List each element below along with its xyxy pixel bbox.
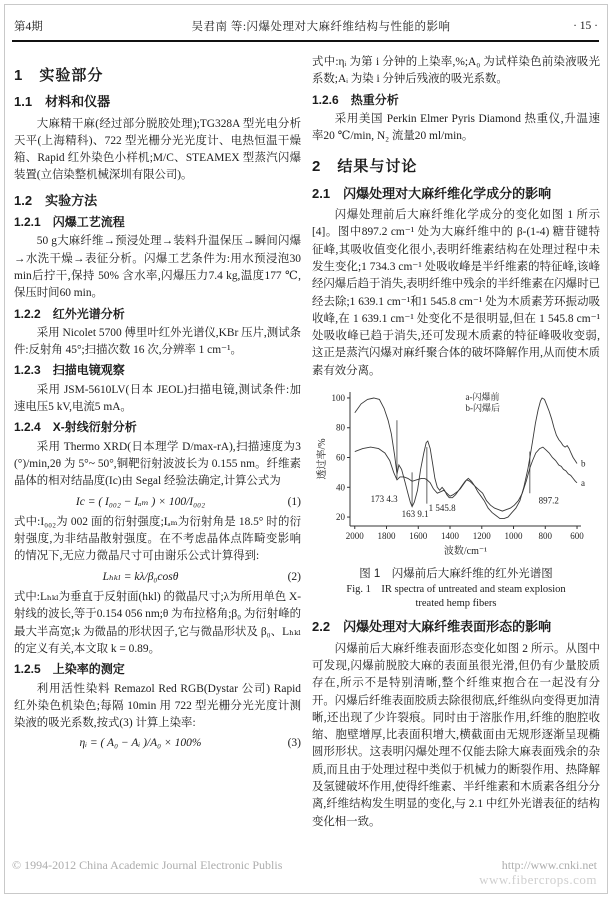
section-title-1-2-5: 1.2.5 上染率的测定 <box>14 662 125 677</box>
section-title-2-2: 2.2 闪爆处理对大麻纤维表面形态的影响 <box>312 619 552 635</box>
svg-text:1600: 1600 <box>408 531 427 542</box>
paragraph-chemical-composition: 闪爆处理前后大麻纤维化学成分的变化如图 1 所示[4]。图中897.2 cm⁻¹ 处为大麻纤维中的 β-(1-4) 糖苷键特征峰,其吸收值变化很小,表明纤维素结构在处理过程中未发生变化;1 734.3 cm⁻¹ 处吸收峰是半纤维素的特征峰,该峰经闪爆后趋于消失,表明纤维中残余的半纤维素在闪爆时已经去除;1 639.1 cm⁻¹和1 545.8 cm⁻¹ 处为木质素芳环振动吸收峰,在 1 639.1 cm⁻¹ 处变化不是很明显,但在 1 545.8 cm⁻¹ 处吸收峰已趋于消失,还可发现木质素的特征峰吸收变弱,这正是蒸汽闪爆对麻纤聚合体的破坏降解作用,从而使木质素有效分离。 <box>312 209 600 377</box>
svg-text:60: 60 <box>335 452 345 463</box>
paragraph-xrd-2: 式中:I₀₀₂为 002 面的衍射强度;Iₐₘ为衍射角是 18.5° 时的衍射强度,为非结晶散射强度。在不考虑晶体点阵畸变影响的情况下,无应力微晶尺寸可由谢乐公式计算得到: <box>14 515 301 563</box>
svg-text:163 9.1: 163 9.1 <box>401 509 429 520</box>
paragraph-sem: 采用 JSM-5610LV(日本 JEOL)扫描电镜,测试条件:加速电压5 kV,电流5 mA。 <box>14 383 301 414</box>
svg-text:600: 600 <box>569 531 584 542</box>
section-title-1: 1 实验部分 <box>14 67 104 84</box>
figure-1-caption-en-line1: Fig. 1 IR spectra of untreated and steam explosion <box>346 584 566 596</box>
equation-3-body: ηᵢ = ( A₀ − Aᵢ )/A₀ × 100% <box>79 737 202 750</box>
paragraph-xrd-3: 式中:Lₕₖₗ为垂直于反射面(hkl) 的微晶尺寸;λ为所用单色 X-射线的波长,等于0.154 056 nm;θ 为布拉格角;β₀ 为衍射峰的最大半高宽;k 为微晶的形状因子,它与微晶形状及 β₀、Lₕₖₗ的定义有关,本文取 k = 0.89。 <box>14 591 301 655</box>
journal-issue: 第4期 <box>14 21 43 33</box>
paragraph-flash-process: 50 g大麻纤维→预浸处理→装料升温保压→瞬间闪爆→水洗干燥→表征分析。闪爆工艺条件为:用水预浸泡30 min后拧干,保持 50% 含水率,闪爆压力7.4 kg,温度177 ℃,保压时间60 min。 <box>14 235 301 300</box>
equation-1 <box>14 494 301 511</box>
paragraph-xrd-1: 采用 Thermo XRD(日本理学 D/max-rA),扫描速度为3 (°)/min,2θ 为 5°~ 50°,铜靶衍射波波长为 0.155 nm。纤维素晶体的相对结晶度(Ic)由 Segal 经验法确定,计算公式为 <box>14 440 301 488</box>
ir-spectra-chart <box>314 384 599 562</box>
svg-text:1 545.8: 1 545.8 <box>428 503 456 514</box>
left-column <box>14 54 301 756</box>
watermark-row <box>12 858 597 873</box>
equation-2-body: Lₕₖₗ = kλ/β₀cosθ <box>102 570 179 583</box>
equation-2 <box>14 569 301 586</box>
watermark-fibercrops-url: www.fibercrops.com <box>479 872 597 887</box>
figure-1-caption-en-line2: treated hemp fibers <box>415 598 497 610</box>
svg-text:897.2: 897.2 <box>538 495 559 506</box>
svg-text:b-闪爆后: b-闪爆后 <box>465 403 500 414</box>
equation-1-body: Ic = ( I₀₀₂ − Iₐₘ ) × 100/I₀₀₂ <box>75 495 206 508</box>
svg-text:2000: 2000 <box>345 531 364 542</box>
section-title-1-2: 1.2 实验方法 <box>14 192 98 208</box>
svg-text:800: 800 <box>538 531 552 542</box>
svg-text:1800: 1800 <box>377 531 396 542</box>
svg-text:20: 20 <box>335 512 345 523</box>
svg-text:b: b <box>580 458 586 469</box>
section-title-2-1: 2.1 闪爆处理对大麻纤维化学成分的影响 <box>312 185 552 201</box>
header-rule <box>12 40 599 42</box>
paragraph-eq3-explain: 式中:ηᵢ 为第 i 分钟的上染率,%;A₀ 为试样染色前染液吸光系数;Aᵢ 为染 i 分钟后残液的吸光系数。 <box>312 56 600 86</box>
equation-1-number: (1) <box>287 495 301 508</box>
equation-3-number: (3) <box>287 737 301 750</box>
watermark-copyright: © 1994-2012 China Academic Journal Electronic Publis <box>12 858 283 872</box>
figure-1-caption-zh: 图 1 闪爆前后大麻纤维的红外光谱图 <box>359 568 553 581</box>
svg-text:100: 100 <box>331 393 345 404</box>
section-title-1-1: 1.1 材料和仪器 <box>14 94 111 110</box>
svg-text:透过率/%: 透过率/% <box>316 438 328 480</box>
paragraph-materials: 大麻精干麻(经过部分脱胶处理);TG328A 型光电分析天平(上海精科)、722 型光栅分光光度计、电热恒温干燥箱、Rapid 红外染色小样机;M/C、STEAMEX 型蒸汽闪爆装置(立信染整机械深圳有限公司)。 <box>14 117 301 182</box>
svg-text:80: 80 <box>335 422 345 433</box>
running-title: 吴君南 等:闪爆处理对大麻纤维结构与性能的影响 <box>191 21 451 33</box>
section-title-1-2-4: 1.2.4 X-射线衍射分析 <box>14 420 137 435</box>
paragraph-ir-analysis: 采用 Nicolet 5700 傅里叶红外光谱仪,KBr 压片,测试条件:反射角 45°;扫描次数 16 次,分辨率 1 cm⁻¹。 <box>14 326 301 357</box>
watermark-cnki-url: http://www.cnki.net <box>501 858 597 872</box>
running-header <box>14 16 598 36</box>
svg-text:1400: 1400 <box>440 531 459 542</box>
section-title-1-2-6: 1.2.6 热重分析 <box>312 92 399 107</box>
paragraph-surface-morphology: 闪爆前后大麻纤维表面形态变化如图 2 所示。从图中可发现,闪爆前脱胶大麻的表面虽很光滑,但仍有少量胶质存在,所示不是特别清晰,整个纤维束抱合在一起没有分开。闪爆后纤维表面胶质去除很彻底,纤维纵向变得更加清晰,还出现了少许裂痕。同时由于溶胀作用,纤维的胞腔收缩、胞壁增厚,比表面积增大,横截面由无规形逐渐呈现椭圆形形状。这表明闪爆处理不仅能去除大麻表面残余的杂质,而且由于处理过程中类似于机械力的断裂作用、热降解及氢键破坏作用,使得纤维素、半纤维素和木质素各组分分离,纤维结构发生明显的变化,与 2.1 中红外光谱表征的结构变化相一致。 <box>312 642 600 828</box>
section-title-2: 2 结果与讨论 <box>312 158 418 176</box>
svg-text:波数/cm⁻¹: 波数/cm⁻¹ <box>443 546 487 558</box>
section-title-1-2-2: 1.2.2 红外光谱分析 <box>14 306 125 321</box>
section-title-1-2-1: 1.2.1 闪爆工艺流程 <box>14 215 125 230</box>
page-number: · 15 · <box>573 20 598 32</box>
paragraph-tga: 采用美国 Perkin Elmer Pyris Diamond 热重仪,升温速率20 ℃/min, N₂ 流量20 ml/min。 <box>312 112 600 143</box>
svg-text:1200: 1200 <box>472 531 491 542</box>
paragraph-dye-uptake: 利用活性染料 Remazol Red RGB(Dystar 公司) Rapid 红外染色机染色;每隔 10min 用 722 型光栅分光光度计测染液的吸光系数,按式(3) 计算上染率: <box>14 682 301 730</box>
svg-text:a-闪爆前: a-闪爆前 <box>465 392 499 403</box>
svg-text:173 4.3: 173 4.3 <box>370 494 398 505</box>
figure-1 <box>312 384 600 611</box>
svg-text:40: 40 <box>335 482 345 493</box>
svg-text:a: a <box>580 477 585 488</box>
right-column <box>312 54 600 831</box>
svg-text:1000: 1000 <box>504 531 523 542</box>
equation-2-number: (2) <box>287 570 301 583</box>
section-title-1-2-3: 1.2.3 扫描电镜观察 <box>14 363 125 378</box>
equation-3 <box>14 735 301 752</box>
